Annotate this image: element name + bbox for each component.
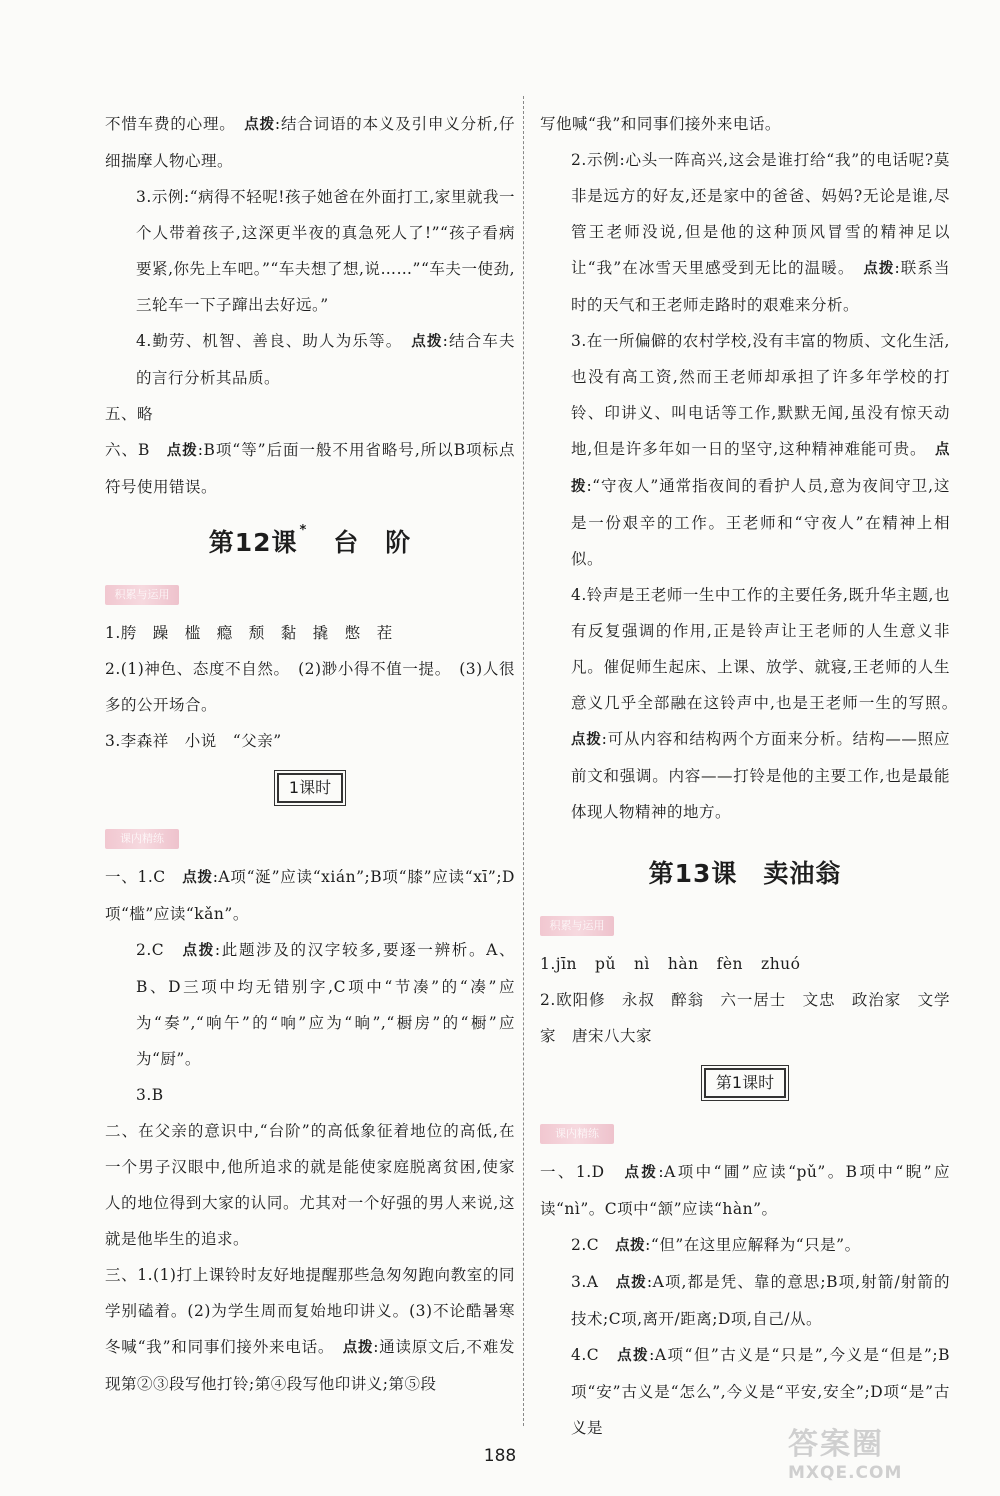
section-tag: 积累与运用 bbox=[105, 585, 179, 605]
answer-paragraph: 六、B 点拨:B项“等”后面一般不用省略号,所以B项标点符号使用错误。 bbox=[105, 441, 516, 496]
answer-paragraph: 一、1.D 点拨:A项中“圃”应读“pǔ”。B项中“睨”应读“nì”。C项中“颔”应读“hàn”。 bbox=[540, 1163, 951, 1218]
session-label-wrap bbox=[540, 1068, 950, 1098]
page-number: 188 bbox=[483, 1446, 517, 1466]
watermark-site: MXQE.COM bbox=[788, 1463, 903, 1483]
answer-paragraph: 1.胯 躁 槛 瘾 颓 黏 撬 憋 茬 bbox=[105, 624, 393, 642]
answer-paragraph: 2.欧阳修 永叔 醉翁 六一居士 文忠 政治家 文学家 唐宋八大家 bbox=[540, 991, 950, 1045]
answer-paragraph: 2.(1)神色、态度不自然。 (2)渺小得不值一提。 (3)人很多的公开场合。 bbox=[105, 660, 515, 714]
answer-paragraph: 4.铃声是王老师一生中工作的主要任务,既升华主题,也有反复强调的作用,正是铃声让王老师的人生意义非凡。催促师生起床、上课、放学、就寝,王老师的人生意义几乎全部融在这铃声中,也是王老师一生的写照。 点拨:可从内容和结构两个方面来分析。结构——照应前文和强调。内容——打铃是他的主要工作,也是最能体现人物精神的地方。 bbox=[571, 586, 951, 821]
lesson-12-title bbox=[105, 523, 515, 559]
answer-paragraph: 3.A 点拨:A项,都是凭、靠的意思;B项,射箭/射箭的技术;C项,离开/距离;D项,自己/从。 bbox=[571, 1273, 951, 1328]
optional-star-mark: * bbox=[299, 523, 308, 538]
answer-paragraph: 3.B bbox=[136, 1086, 164, 1104]
answer-paragraph: 3.示例:“病得不轻呢!孩子她爸在外面打工,家里就我一个人带着孩子,这深更半夜的真急死人了!”“孩子看病要紧,你先上车吧。”“车夫想了想,说……”“车夫一使劲,三轮车一下子蹿出去好远。” bbox=[136, 188, 515, 314]
answer-paragraph: 不惜车费的心理。 点拨:结合词语的本义及引申义分析,仔细揣摩人物心理。 bbox=[105, 115, 515, 170]
left-column bbox=[105, 108, 515, 1402]
watermark-logo: 答案圈 bbox=[788, 1427, 884, 1462]
watermark bbox=[788, 1428, 978, 1488]
answer-paragraph: 二、在父亲的意识中,“台阶”的高低象征着地位的高低,在一个男子汉眼中,他所追求的就是能使家庭脱离贫困,使家人的地位得到大家的认同。尤其对一个好强的男人来说,这就是他毕生的追求。 bbox=[105, 1122, 515, 1248]
answer-paragraph: 2.C 点拨:此题涉及的汉字较多,要逐一辨析。A、B、D三项中均无错别字,C项中“节凑”的“凑”应为“奏”,“响午”的“响”应为“晌”,“橱房”的“橱”应为“厨”。 bbox=[136, 941, 515, 1068]
section-tag: 课内精练 bbox=[540, 1124, 614, 1144]
answer-paragraph: 五、略 bbox=[105, 405, 154, 423]
column-divider bbox=[523, 96, 524, 1426]
answer-paragraph: 2.C 点拨:“但”在这里应解释为“只是”。 bbox=[571, 1236, 861, 1254]
section-tag: 积累与运用 bbox=[540, 916, 614, 936]
session-label-wrap bbox=[105, 773, 515, 803]
lesson-12-name: 台 阶 bbox=[333, 528, 412, 557]
lesson-13-title: 第13课 卖油翁 bbox=[648, 859, 842, 888]
right-column bbox=[540, 108, 950, 1446]
answer-paragraph: 4.勤劳、机智、善良、助人为乐等。 点拨:结合车夫的言行分析其品质。 bbox=[136, 332, 515, 387]
session-label: 第1课时 bbox=[704, 1068, 786, 1098]
answer-paragraph: 4.C 点拨:A项“但”古义是“只是”,今义是“但是”;B项“安”古义是“怎么”,今义是“平安,安全”;D项“是”古义是 bbox=[571, 1346, 950, 1437]
answer-paragraph: 2.示例:心头一阵高兴,这会是谁打给“我”的电话呢?莫非是远方的好友,还是家中的爸爸、妈妈?无论是谁,尽管王老师没说,但是他的这种顶风冒雪的精神足以让“我”在冰雪天里感受到无比的温暖。 点拨:联系当时的天气和王老师走路时的艰难来分析。 bbox=[571, 151, 950, 314]
pinyin-answer: 1.jīn pǔ nì hàn fèn zhuó bbox=[540, 955, 801, 973]
answer-paragraph: 3.在一所偏僻的农村学校,没有丰富的物质、文化生活,也没有高工资,然而王老师却承担了许多年学校的打铃、印讲义、叫电话等工作,默默无闻,虽没有惊天动地,但是许多年如一日的坚守,这种精神难能可贵。 点拨:“守夜人”通常指夜间的看护人员,意为夜间守卫,这是一份艰辛的工作。王老师和“守夜人”在精神上相似。 bbox=[571, 332, 951, 568]
session-label: 1课时 bbox=[277, 773, 343, 803]
answer-paragraph: 写他喊“我”和同事们接外来电话。 bbox=[540, 115, 781, 133]
answer-paragraph: 3.李森祥 小说 “父亲” bbox=[105, 732, 282, 750]
section-tag: 课内精练 bbox=[105, 829, 179, 849]
lesson-12-number: 第12课 bbox=[208, 528, 298, 557]
answer-paragraph: 三、1.(1)打上课铃时友好地提醒那些急匆匆跑向教室的同学别磕着。(2)为学生周而复始地印讲义。(3)不论酷暑寒冬喊“我”和同事们接外来电话。 点拨:通读原文后,不难发现第②③段写他打铃;第④段写他印讲义;第⑤段 bbox=[105, 1266, 515, 1393]
answer-paragraph: 一、1.C 点拨:A项“涎”应读“xián”;B项“膝”应读“xī”;D项“槛”应读“kǎn”。 bbox=[105, 868, 515, 923]
